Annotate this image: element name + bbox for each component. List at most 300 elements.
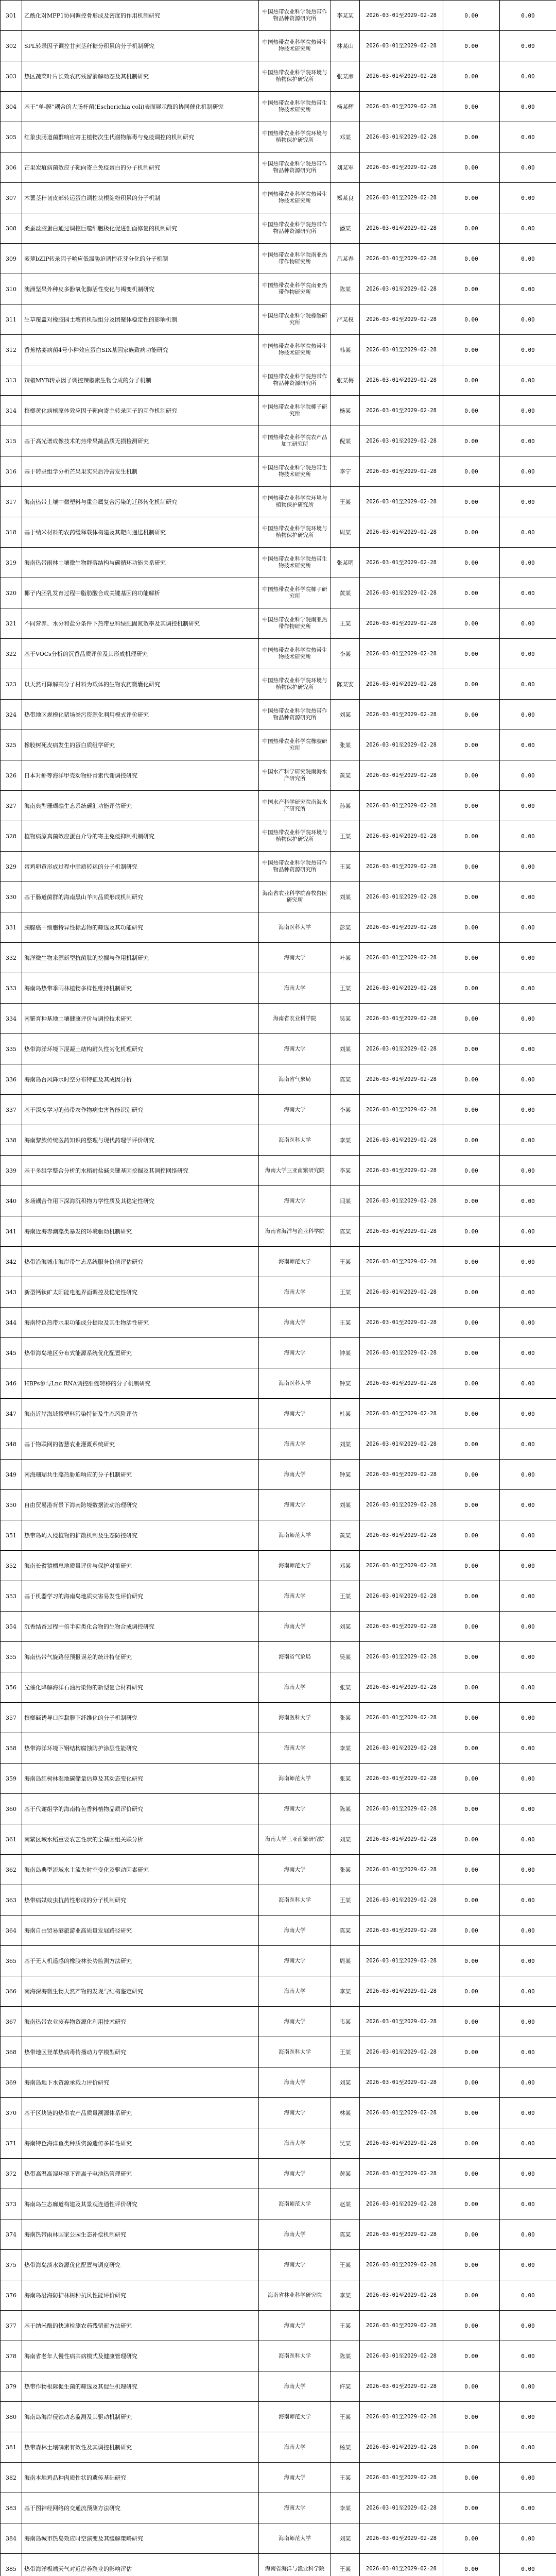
project-period: 2026-03-01至2029-02-28 [360, 1490, 443, 1520]
project-period: 2026-03-01至2029-02-28 [360, 274, 443, 304]
funding-amount: 0.00 [443, 1581, 500, 1612]
table-row [1, 2432, 556, 2463]
funding-amount-total: 0.00 [500, 821, 556, 852]
principal-investigator: 陈某 [331, 1216, 360, 1247]
funding-amount-total: 0.00 [500, 2007, 556, 2037]
host-institution: 海南大学 [259, 1277, 331, 1308]
row-number: 349 [1, 1460, 22, 1490]
host-institution: 海南师范大学 [259, 2402, 331, 2432]
funding-amount-total: 0.00 [500, 1, 556, 31]
host-institution: 海南大学 [259, 2432, 331, 2463]
principal-investigator: 李某 [331, 1733, 360, 1764]
host-institution: 海南大学三亚南繁研究院 [259, 1156, 331, 1186]
funding-amount-total: 0.00 [500, 791, 556, 821]
principal-investigator: 彭某 [331, 912, 360, 943]
table-row [1, 1520, 556, 1551]
funding-amount: 0.00 [443, 122, 500, 152]
funding-amount-total: 0.00 [500, 608, 556, 639]
table-row [1, 1125, 556, 1156]
funding-amount: 0.00 [443, 1733, 500, 1764]
project-period: 2026-03-01至2029-02-28 [360, 608, 443, 639]
funding-amount: 0.00 [443, 1551, 500, 1581]
host-institution: 海南省林业科学研究院 [259, 2280, 331, 2311]
principal-investigator: 王某 [331, 821, 360, 852]
row-number: 315 [1, 426, 22, 456]
principal-investigator: 倪某 [331, 426, 360, 456]
table-row [1, 2463, 556, 2493]
table-row [1, 1642, 556, 1672]
host-institution: 海南大学 [259, 2371, 331, 2402]
principal-investigator: 张某梅 [331, 365, 360, 396]
project-period: 2026-03-01至2029-02-28 [360, 1703, 443, 1733]
project-title: 基于区块链的热带农产品质量溯源体系研究 [22, 2098, 259, 2128]
table-row [1, 1368, 556, 1399]
table-row [1, 639, 556, 669]
project-period: 2026-03-01至2029-02-28 [360, 304, 443, 335]
project-title: 基于纳米材料的农药缓释载体构建及其靶向递送机制研究 [22, 517, 259, 548]
project-title: 光催化降解海洋石油污染物的新型复合材料研究 [22, 1672, 259, 1703]
row-number: 353 [1, 1581, 22, 1612]
principal-investigator: 韩某 [331, 335, 360, 365]
project-title: 桑蚕丝胶蛋白通过调控巨噬细胞极化促进创面修复的机制研究 [22, 213, 259, 244]
row-number: 358 [1, 1733, 22, 1764]
principal-investigator: 周某 [331, 1946, 360, 1976]
funding-amount: 0.00 [443, 2189, 500, 2219]
host-institution: 海南大学 [259, 1581, 331, 1612]
funding-amount: 0.00 [443, 2098, 500, 2128]
project-title: 基于转录组学分析芒果果实采后冷害发生机制 [22, 456, 259, 487]
row-number: 360 [1, 1794, 22, 1824]
project-period: 2026-03-01至2029-02-28 [360, 2311, 443, 2341]
host-institution: 海南大学 [259, 2250, 331, 2280]
project-title: 热带高温高湿环境下锂离子电池热管理研究 [22, 2159, 259, 2189]
row-number: 382 [1, 2463, 22, 2493]
row-number: 355 [1, 1642, 22, 1672]
funding-amount: 0.00 [443, 152, 500, 183]
funding-amount-total: 0.00 [500, 973, 556, 1004]
project-title: 海南本地鸡品种肉质性状的遗传基础研究 [22, 2463, 259, 2493]
project-title: 基于图神经网络的交通流预测方法研究 [22, 2493, 259, 2523]
project-period: 2026-03-01至2029-02-28 [360, 92, 443, 122]
row-number: 322 [1, 639, 22, 669]
host-institution: 中国水产科学研究院南海水产研究所 [259, 791, 331, 821]
host-institution: 海南省海洋与渔业科学院 [259, 1216, 331, 1247]
host-institution: 海南师范大学 [259, 1520, 331, 1551]
host-institution: 海南大学 [259, 1429, 331, 1460]
principal-investigator: 钟某 [331, 1338, 360, 1368]
row-number: 325 [1, 730, 22, 760]
principal-investigator: 王某 [331, 2554, 360, 2576]
funding-amount: 0.00 [443, 2341, 500, 2371]
funding-amount-total: 0.00 [500, 852, 556, 882]
project-period: 2026-03-01至2029-02-28 [360, 335, 443, 365]
funding-amount: 0.00 [443, 821, 500, 852]
project-period: 2026-03-01至2029-02-28 [360, 1004, 443, 1034]
project-title: 菠萝bZIP转录因子响应低温胁迫调控花芽分化的分子机制 [22, 244, 259, 274]
funding-amount: 0.00 [443, 274, 500, 304]
table-row [1, 1338, 556, 1368]
funding-amount: 0.00 [443, 548, 500, 578]
table-row [1, 31, 556, 61]
row-number: 368 [1, 2037, 22, 2067]
row-number: 380 [1, 2402, 22, 2432]
funding-amount: 0.00 [443, 912, 500, 943]
table-row [1, 2493, 556, 2523]
principal-investigator: 刘某 [331, 1429, 360, 1460]
project-period: 2026-03-01至2029-02-28 [360, 213, 443, 244]
host-institution: 中国热带农业科学院热带作物品种资源研究所 [259, 152, 331, 183]
project-title: 海南长臂猿栖息地质量评价与保护对策研究 [22, 1551, 259, 1581]
project-title: 辣椒MYB转录因子调控辣椒素生物合成的分子机制 [22, 365, 259, 396]
project-title: 南繁育种基地土壤健康评价与调控技术研究 [22, 1004, 259, 1034]
project-period: 2026-03-01至2029-02-28 [360, 1, 443, 31]
principal-investigator: 陈某 [331, 1916, 360, 1946]
table-row [1, 1156, 556, 1186]
project-title: 热带沿海城市海岸带生态系统服务价值评估研究 [22, 1247, 259, 1277]
funding-amount-total: 0.00 [500, 1277, 556, 1308]
principal-investigator: 陈某 [331, 2341, 360, 2371]
funding-amount-total: 0.00 [500, 2098, 556, 2128]
funding-amount-total: 0.00 [500, 1642, 556, 1672]
row-number: 331 [1, 912, 22, 943]
row-number: 312 [1, 335, 22, 365]
project-title: 热带海洋极端天气对近岸养殖业的影响评估 [22, 2554, 259, 2576]
project-period: 2026-03-01至2029-02-28 [360, 2219, 443, 2250]
project-title: 海南岛红树林湿地碳储量估算及其动态变化研究 [22, 1764, 259, 1794]
project-title: 基于纳米酶的快速检测农药残留新方法研究 [22, 2311, 259, 2341]
row-number: 304 [1, 92, 22, 122]
row-number: 332 [1, 943, 22, 973]
host-institution: 中国热带农业科学院热带作物品种资源研究所 [259, 852, 331, 882]
table-row [1, 912, 556, 943]
host-institution: 海南大学 [259, 1308, 331, 1338]
host-institution: 海南大学 [259, 1490, 331, 1520]
principal-investigator: 陈某 [331, 1064, 360, 1095]
host-institution: 海南省农业科学院畜牧兽医研究所 [259, 882, 331, 912]
table-row [1, 244, 556, 274]
funding-amount-total: 0.00 [500, 487, 556, 517]
funding-amount: 0.00 [443, 1338, 500, 1368]
project-title: 热带地区登革热病毒传播动力学模型研究 [22, 2037, 259, 2067]
project-title: 海南近岸海域微塑料污染特征及生态风险评估 [22, 1399, 259, 1429]
project-title: 热带病媒蚊虫抗药性形成的分子机制研究 [22, 1885, 259, 1916]
project-period: 2026-03-01至2029-02-28 [360, 517, 443, 548]
principal-investigator: 杨某 [331, 2432, 360, 2463]
principal-investigator: 张某彦 [331, 61, 360, 92]
funding-amount-total: 0.00 [500, 61, 556, 92]
row-number: 346 [1, 1368, 22, 1399]
host-institution: 海南师范大学 [259, 1247, 331, 1277]
funding-amount: 0.00 [443, 365, 500, 396]
table-row [1, 2523, 556, 2554]
table-row [1, 1460, 556, 1490]
principal-investigator: 张某明 [331, 548, 360, 578]
funding-amount: 0.00 [443, 2280, 500, 2311]
funding-amount: 0.00 [443, 31, 500, 61]
project-title: 澳洲坚果外种皮多酚氧化酶活性变化与褐变机制研究 [22, 274, 259, 304]
funding-amount: 0.00 [443, 335, 500, 365]
principal-investigator: 陈某安 [331, 669, 360, 700]
funding-amount-total: 0.00 [500, 1946, 556, 1976]
funding-amount-total: 0.00 [500, 122, 556, 152]
host-institution: 中国热带农业科学院热带生物技术研究所 [259, 335, 331, 365]
funding-amount-total: 0.00 [500, 335, 556, 365]
project-period: 2026-03-01至2029-02-28 [360, 1064, 443, 1095]
principal-investigator: 王某 [331, 2311, 360, 2341]
funding-amount-total: 0.00 [500, 152, 556, 183]
project-period: 2026-03-01至2029-02-28 [360, 2280, 443, 2311]
host-institution: 中国热带农业科学院热带生物技术研究所 [259, 183, 331, 213]
funding-amount: 0.00 [443, 1976, 500, 2007]
funding-amount-total: 0.00 [500, 92, 556, 122]
table-row [1, 1277, 556, 1308]
funding-amount: 0.00 [443, 1429, 500, 1460]
project-title: 海南岛典型流域水土流失时空变化及驱动因素研究 [22, 1855, 259, 1885]
row-number: 305 [1, 122, 22, 152]
row-number: 374 [1, 2219, 22, 2250]
principal-investigator: 李某某 [331, 1, 360, 31]
host-institution: 海南大学 [259, 2219, 331, 2250]
project-period: 2026-03-01至2029-02-28 [360, 1855, 443, 1885]
funding-amount: 0.00 [443, 2311, 500, 2341]
project-title: 槟榔碱诱导口腔黏膜下纤维化的分子机制研究 [22, 1703, 259, 1733]
funding-amount: 0.00 [443, 852, 500, 882]
principal-investigator: 王某 [331, 852, 360, 882]
project-period: 2026-03-01至2029-02-28 [360, 122, 443, 152]
funding-amount-total: 0.00 [500, 1399, 556, 1429]
row-number: 384 [1, 2523, 22, 2554]
row-number: 362 [1, 1855, 22, 1885]
project-title: 热带海洋环境下钢结构腐蚀防护涂层性能研究 [22, 1733, 259, 1764]
row-number: 335 [1, 1034, 22, 1064]
funding-amount-total: 0.00 [500, 2219, 556, 2250]
table-row [1, 2371, 556, 2402]
funding-amount: 0.00 [443, 517, 500, 548]
funding-amount: 0.00 [443, 639, 500, 669]
funding-amount-total: 0.00 [500, 1186, 556, 1216]
funding-amount: 0.00 [443, 943, 500, 973]
funding-amount: 0.00 [443, 2493, 500, 2523]
table-body [1, 1, 556, 2576]
row-number: 338 [1, 1125, 22, 1156]
table-row [1, 2098, 556, 2128]
row-number: 340 [1, 1186, 22, 1216]
row-number: 376 [1, 2280, 22, 2311]
principal-investigator: 刘某 [331, 882, 360, 912]
host-institution: 海南大学 [259, 2493, 331, 2523]
funding-amount-total: 0.00 [500, 1490, 556, 1520]
table-row [1, 1004, 556, 1034]
table-row [1, 608, 556, 639]
project-period: 2026-03-01至2029-02-28 [360, 1733, 443, 1764]
row-number: 352 [1, 1551, 22, 1581]
funding-amount-total: 0.00 [500, 943, 556, 973]
table-row [1, 274, 556, 304]
project-title: 热带海岛地区分布式能源系统优化配置研究 [22, 1338, 259, 1368]
host-institution: 海南大学 [259, 1916, 331, 1946]
funding-amount-total: 0.00 [500, 1308, 556, 1338]
project-title: 海南黎族传统医药知识的整理与现代药理学评价研究 [22, 1125, 259, 1156]
project-title: 热带地区规模化猪场粪污资源化利用模式评价研究 [22, 700, 259, 730]
host-institution: 海南大学 [259, 2311, 331, 2341]
principal-investigator: 王某 [331, 2463, 360, 2493]
project-period: 2026-03-01至2029-02-28 [360, 548, 443, 578]
principal-investigator: 韦某 [331, 2007, 360, 2037]
table-row [1, 882, 556, 912]
funding-amount: 0.00 [443, 2007, 500, 2037]
project-title: 海南热带雨林土壤微生物群落结构与碳循环功能关系研究 [22, 548, 259, 578]
table-row [1, 1976, 556, 2007]
project-title: 香蕉枯萎病菌4号小种效应蛋白SIX基因家族致病功能研究 [22, 335, 259, 365]
host-institution: 海南省气象局 [259, 1642, 331, 1672]
row-number: 311 [1, 304, 22, 335]
project-period: 2026-03-01至2029-02-28 [360, 152, 443, 183]
row-number: 334 [1, 1004, 22, 1034]
row-number: 316 [1, 456, 22, 487]
host-institution: 中国热带农业科学院椰子研究所 [259, 578, 331, 608]
funding-amount: 0.00 [443, 1156, 500, 1186]
table-row [1, 2219, 556, 2250]
host-institution: 海南大学 [259, 2007, 331, 2037]
project-period: 2026-03-01至2029-02-28 [360, 882, 443, 912]
table-row [1, 2311, 556, 2341]
funding-amount-total: 0.00 [500, 1733, 556, 1764]
funding-amount-total: 0.00 [500, 2341, 556, 2371]
funding-amount: 0.00 [443, 1824, 500, 1855]
table-row [1, 669, 556, 700]
funding-amount: 0.00 [443, 244, 500, 274]
host-institution: 海南省海洋与渔业科学院 [259, 2554, 331, 2576]
row-number: 309 [1, 244, 22, 274]
row-number: 357 [1, 1703, 22, 1733]
host-institution: 海南大学 [259, 1460, 331, 1490]
project-title: 海南岛海岸侵蚀动态监测及其驱动机制研究 [22, 2402, 259, 2432]
row-number: 356 [1, 1672, 22, 1703]
table-row [1, 2402, 556, 2432]
project-period: 2026-03-01至2029-02-28 [360, 2493, 443, 2523]
principal-investigator: 杜某 [331, 1399, 360, 1429]
table-row [1, 1034, 556, 1064]
project-period: 2026-03-01至2029-02-28 [360, 1824, 443, 1855]
host-institution: 中国热带农业科学院农产品加工研究所 [259, 426, 331, 456]
funding-amount-total: 0.00 [500, 1004, 556, 1034]
funding-amount-total: 0.00 [500, 1764, 556, 1794]
funding-amount: 0.00 [443, 1520, 500, 1551]
project-title: 以天然可降解高分子材料为载体的生物农药微囊化研究 [22, 669, 259, 700]
funding-amount-total: 0.00 [500, 1612, 556, 1642]
host-institution: 海南大学 [259, 1976, 331, 2007]
principal-investigator: 李某 [331, 1156, 360, 1186]
funding-amount: 0.00 [443, 760, 500, 791]
row-number: 381 [1, 2432, 22, 2463]
funding-amount: 0.00 [443, 882, 500, 912]
project-title: 芒果炭疽病菌效应子靶向寄主免疫蛋白的分子机制研究 [22, 152, 259, 183]
funding-amount: 0.00 [443, 2250, 500, 2280]
principal-investigator: 杨某 [331, 396, 360, 426]
principal-investigator: 孙某 [331, 791, 360, 821]
funding-amount-total: 0.00 [500, 1247, 556, 1277]
project-period: 2026-03-01至2029-02-28 [360, 426, 443, 456]
funding-amount-total: 0.00 [500, 2037, 556, 2067]
host-institution: 中国热带农业科学院热带生物技术研究所 [259, 31, 331, 61]
host-institution: 海南师范大学 [259, 1551, 331, 1581]
table-row [1, 1581, 556, 1612]
funding-amount: 0.00 [443, 1, 500, 31]
row-number: 379 [1, 2371, 22, 2402]
funding-amount-total: 0.00 [500, 760, 556, 791]
project-period: 2026-03-01至2029-02-28 [360, 31, 443, 61]
funding-amount-total: 0.00 [500, 456, 556, 487]
row-number: 366 [1, 1976, 22, 2007]
principal-investigator: 吕某春 [331, 244, 360, 274]
project-period: 2026-03-01至2029-02-28 [360, 1916, 443, 1946]
funding-amount-total: 0.00 [500, 1885, 556, 1916]
funding-amount: 0.00 [443, 426, 500, 456]
funding-amount-total: 0.00 [500, 31, 556, 61]
table-row [1, 92, 556, 122]
project-title: 南海珊瑚共生藻热胁迫响应的分子机制研究 [22, 1460, 259, 1490]
project-title: 海洋微生物来源新型抗菌肽的挖掘与作用机制研究 [22, 943, 259, 973]
funding-amount-total: 0.00 [500, 1125, 556, 1156]
table-row [1, 548, 556, 578]
funding-amount-total: 0.00 [500, 2189, 556, 2219]
project-title: 热带作物根际促生菌的筛选及其促生机理研究 [22, 2371, 259, 2402]
project-period: 2026-03-01至2029-02-28 [360, 852, 443, 882]
principal-investigator: 李某 [331, 1976, 360, 2007]
host-institution: 海南医科大学 [259, 1885, 331, 1916]
funding-amount-total: 0.00 [500, 669, 556, 700]
project-period: 2026-03-01至2029-02-28 [360, 1551, 443, 1581]
project-period: 2026-03-01至2029-02-28 [360, 1885, 443, 1916]
funding-amount: 0.00 [443, 304, 500, 335]
table-row [1, 1, 556, 31]
row-number: 364 [1, 1916, 22, 1946]
project-period: 2026-03-01至2029-02-28 [360, 1460, 443, 1490]
project-title: 海南岛热带季雨林植物多样性维持机制研究 [22, 973, 259, 1004]
row-number: 342 [1, 1247, 22, 1277]
row-number: 329 [1, 852, 22, 882]
project-period: 2026-03-01至2029-02-28 [360, 183, 443, 213]
principal-investigator: 刘某军 [331, 152, 360, 183]
host-institution: 海南大学 [259, 2098, 331, 2128]
project-title: 新型钙钛矿太阳能电池界面调控及稳定性研究 [22, 1277, 259, 1308]
table-row [1, 456, 556, 487]
host-institution: 海南大学 [259, 2463, 331, 2493]
principal-investigator: 李某 [331, 639, 360, 669]
project-period: 2026-03-01至2029-02-28 [360, 669, 443, 700]
funding-amount-total: 0.00 [500, 882, 556, 912]
project-period: 2026-03-01至2029-02-28 [360, 1277, 443, 1308]
project-period: 2026-03-01至2029-02-28 [360, 2554, 443, 2576]
row-number: 378 [1, 2341, 22, 2371]
table-row [1, 2159, 556, 2189]
principal-investigator: 李某 [331, 2280, 360, 2311]
table-row [1, 122, 556, 152]
funding-amount-total: 0.00 [500, 1368, 556, 1399]
project-title: 生草覆盖对橡胶园土壤有机碳组分及团聚体稳定性的影响机制 [22, 304, 259, 335]
host-institution: 海南大学 [259, 1794, 331, 1824]
project-title: 热带海洋环境下混凝土结构耐久性劣化机理研究 [22, 1034, 259, 1064]
project-period: 2026-03-01至2029-02-28 [360, 943, 443, 973]
host-institution: 中国热带农业科学院环境与植物保护研究所 [259, 821, 331, 852]
funding-amount: 0.00 [443, 608, 500, 639]
project-period: 2026-03-01至2029-02-28 [360, 1612, 443, 1642]
project-title: 槟榔黄化病植原体效应因子靶向寄主转录因子的互作机制研究 [22, 396, 259, 426]
principal-investigator: 邓某 [331, 1551, 360, 1581]
project-period: 2026-03-01至2029-02-28 [360, 2037, 443, 2067]
funding-amount-total: 0.00 [500, 1703, 556, 1733]
principal-investigator: 闫某 [331, 1186, 360, 1216]
